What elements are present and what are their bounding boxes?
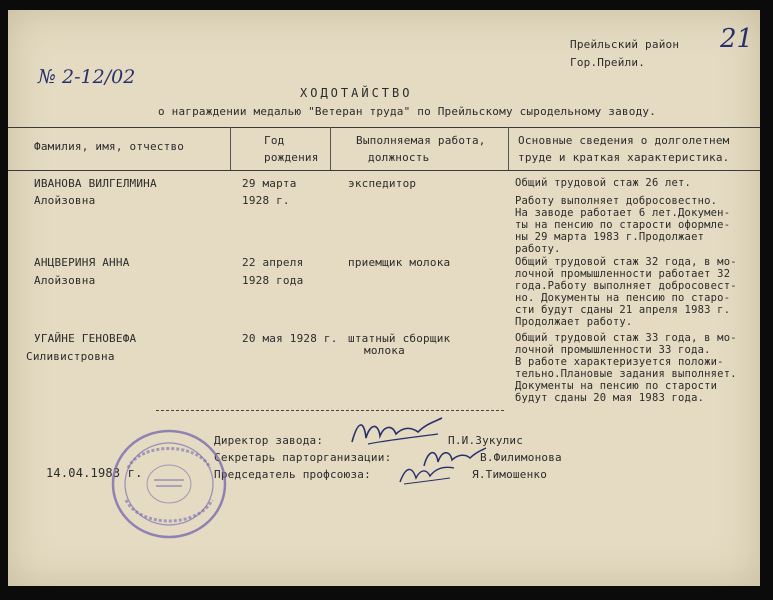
city-label: Гор.Прейли. <box>570 56 646 69</box>
secretary-name: В.Филимонова <box>480 451 562 464</box>
employee-patronymic: Алойзовна <box>34 274 96 287</box>
birth-date: 20 мая 1928 г. <box>242 332 338 345</box>
work-info-line: но. Документы на пенсию по старо- <box>515 292 731 304</box>
employee-patronymic: Силивистровна <box>26 350 115 363</box>
job-title: приемщик молока <box>348 256 451 269</box>
work-info-line: лочной промышленности работает 32 <box>515 268 731 280</box>
chair-name: Я.Тимошенко <box>472 468 548 481</box>
birth-year: 1928 года <box>242 274 304 287</box>
work-info-line: Общий трудовой стаж 33 года, в мо- <box>515 332 737 344</box>
work-info-line: На заводе работает 6 лет.Докумен- <box>515 207 731 219</box>
page-number: 21 <box>720 24 754 54</box>
employee-patronymic: Алойзовна <box>34 194 96 207</box>
column-divider <box>508 127 509 170</box>
document-number: № 2-12/02 <box>38 66 136 88</box>
chair-signature <box>396 462 458 488</box>
employee-surname-name: АНЦВЕРИНЯ АННА <box>34 256 130 269</box>
birth-date: 22 апреля <box>242 256 304 269</box>
column-header-info-2: труде и краткая характеристика. <box>518 151 730 164</box>
chair-label: Председатель профсоюза: <box>214 468 371 481</box>
work-info-line: В работе характеризуется положи- <box>515 356 724 368</box>
work-info-line: ты на пенсию по старости оформле- <box>515 219 731 231</box>
birth-date: 29 марта <box>242 177 297 190</box>
separator-dashed-line <box>156 410 504 411</box>
column-header-info: Основные сведения о долголетнем <box>518 134 730 147</box>
work-info-line: Общий трудовой стаж 32 года, в мо- <box>515 256 737 268</box>
column-header-job: Выполняемая работа, <box>356 134 486 147</box>
document-subtitle: о награждении медалью "Ветеран труда" по Прейльскому сыродельному заводу. <box>158 105 657 118</box>
work-info-line: лочной промышленности 33 года. <box>515 344 711 356</box>
column-header-job-2: должность <box>368 151 430 164</box>
document-date: 14.04.1983 г. <box>46 466 143 480</box>
work-info-line: ны 29 марта 1983 г.Продолжает <box>515 231 705 243</box>
work-info-line: Работу выполняет добросовестно. <box>515 195 718 207</box>
column-header-year-2: рождения <box>264 151 319 164</box>
work-info-line: будут сданы 20 мая 1983 года. <box>515 392 705 404</box>
official-round-stamp <box>110 428 228 540</box>
district-label: Прейльский район <box>570 38 680 51</box>
work-info-line: тельно.Плановые задания выполняет. <box>515 368 737 380</box>
table-top-rule <box>8 127 760 128</box>
employee-surname-name: ИВАНОВА ВИЛГЕЛМИНА <box>34 177 157 190</box>
column-header-year: Год <box>264 134 285 147</box>
column-divider <box>330 127 331 170</box>
column-header-name: Фамилия, имя, отчество <box>34 140 185 153</box>
document-page <box>8 10 760 586</box>
work-info-line: Общий трудовой стаж 26 лет. <box>515 177 692 189</box>
work-info-line: Документы на пенсию по старости <box>515 380 718 392</box>
job-title: штатный сборщик <box>348 332 451 345</box>
job-title-2: молока <box>364 344 405 357</box>
director-label: Директор завода: <box>214 434 324 447</box>
work-info-line: года.Работу выполняет добросовест- <box>515 280 737 292</box>
work-info-line: Продолжает работу. <box>515 316 633 328</box>
job-title: экспедитор <box>348 177 417 190</box>
work-info-line: работу. <box>515 243 561 255</box>
secretary-label: Секретарь парторганизации: <box>214 451 392 464</box>
column-divider <box>230 127 231 170</box>
work-info-line: сти будут сданы 21 апреля 1983 г. <box>515 304 731 316</box>
employee-surname-name: УГАЙНЕ ГЕНОВЕФА <box>34 332 137 345</box>
director-name: П.И.Зукулис <box>448 434 524 447</box>
document-title: ХОДОТАЙСТВО <box>300 86 413 100</box>
table-header-rule <box>8 170 760 171</box>
birth-year: 1928 г. <box>242 194 290 207</box>
